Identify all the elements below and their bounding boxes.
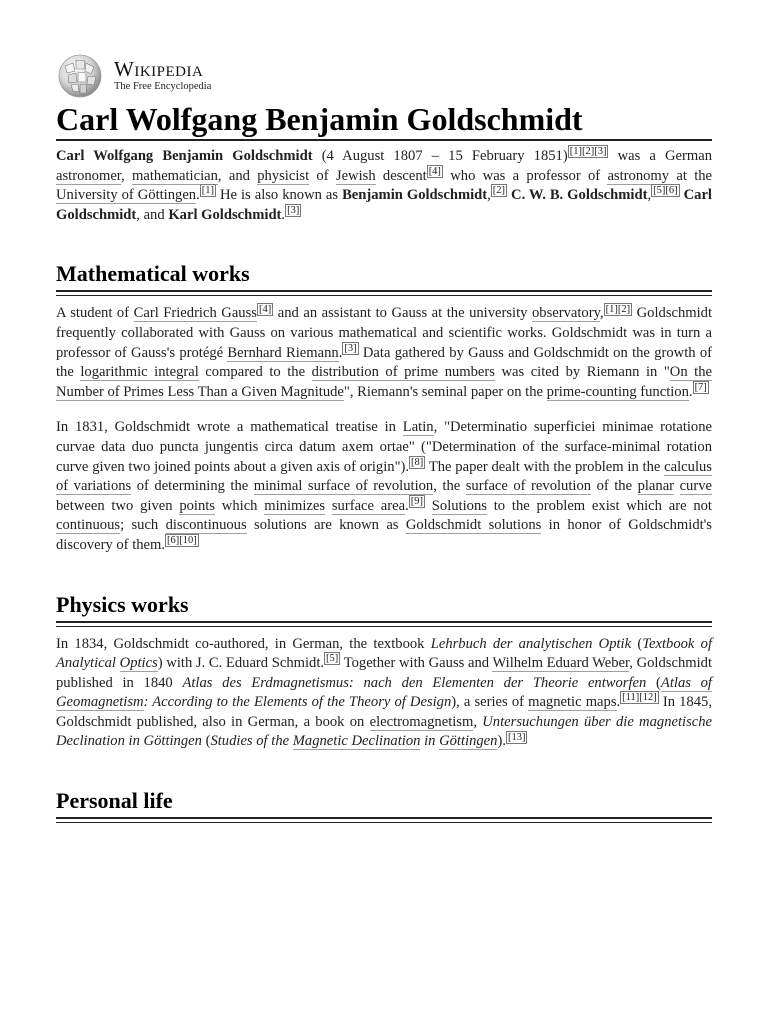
ref-link[interactable]: [3]	[344, 342, 357, 354]
link-observatory[interactable]: observatory	[531, 305, 600, 322]
wordmark-title: Wikipedia	[114, 57, 204, 82]
ref-link[interactable]: [4]	[428, 165, 441, 177]
link-distribution-primes[interactable]: distribution of prime numbers	[311, 364, 495, 381]
ref-link[interactable]: [5][6]	[653, 185, 678, 197]
ref-link[interactable]: [3]	[287, 204, 300, 216]
link-riemann[interactable]: Bernhard Riemann	[227, 344, 339, 361]
section-heading: Physics works	[56, 590, 712, 623]
link-atlas-geomagnetism[interactable]: Atlas of Geomagnetism	[56, 674, 712, 711]
link-electromagnetism[interactable]: electromagnetism	[369, 713, 474, 730]
link-surface-revolution[interactable]: surface of revolution	[465, 478, 592, 495]
section-heading: Mathematical works	[56, 259, 712, 292]
section-divider	[56, 822, 712, 823]
link-prime-counting[interactable]: prime-counting function	[546, 383, 689, 400]
ref-link[interactable]: [6][10]	[167, 535, 197, 547]
link-physicist[interactable]: physicist	[257, 167, 310, 184]
link-points[interactable]: points	[179, 497, 215, 514]
section-physics-works	[56, 590, 712, 753]
link-magnetic-declination[interactable]: Magnetic Declination	[292, 733, 421, 750]
ref-link[interactable]: [4]	[258, 303, 272, 315]
link-weber[interactable]: Wilhelm Eduard Weber	[492, 655, 630, 672]
section-divider	[56, 295, 712, 296]
link-jewish[interactable]: Jewish	[335, 167, 376, 184]
physics-paragraph-1: In 1834, Goldschmidt co-authored, in German, the textbook Lehrbuch der analytischen Optik (Textbook of Analytical Optics) with J. C. Eduard Schmidt. [5] Together with Gauss and Wilhelm Eduard Weber, Goldschmidt published in 1840 Atlas des Erdmagnetismus: nach den Elementen der Theorie entworfen (Atlas of Geomagnetism: According to the Elements of the Theory of Design), a series of magnetic maps. [11][12] In 1845, Goldschmidt published, also in German, a book on electromagnetism, Untersuchungen über die magnetische Declination in Göttingen (Studies of the Magnetic Declination in Göttingen). [13]	[56, 635, 713, 750]
page-title: Carl Wolfgang Benjamin Goldschmidt	[56, 101, 712, 141]
math-paragraph-1: A student of Carl Friedrich Gauss [4] and an assistant to Gauss at the university observatory, [1][2] Goldschmidt frequently collaborated with Gauss on various mathematical and scientific works. Goldschmidt was in turn a professor of Gauss's protégé Bernhard Riemann. [3] Data gathered by Gauss and Goldschmidt on the growth of the logarithmic integral compared to the distribution of prime numbers was cited by Riemann in "On the Number of Primes Less Than a Given Magnitude", Riemann's seminal paper on the prime-counting function. [7]	[56, 303, 713, 400]
link-calculus-variations[interactable]: calculus of variations	[56, 458, 712, 495]
link-university-gottingen[interactable]: University of Göttingen	[56, 187, 197, 204]
link-minimizes[interactable]: minimizes	[264, 497, 326, 514]
ref-link[interactable]: [7]	[694, 381, 707, 393]
section-mathematical-works	[56, 259, 712, 555]
ref-link[interactable]: [5]	[326, 653, 339, 665]
link-mathematician[interactable]: mathematician	[132, 167, 218, 184]
ref-link[interactable]: [1][2]	[605, 303, 631, 315]
wordmark	[114, 59, 211, 93]
link-gauss[interactable]: Carl Friedrich Gauss	[133, 305, 257, 322]
link-minimal-surface[interactable]: minimal surface of revolution	[253, 478, 434, 495]
link-optics[interactable]: Optics	[119, 655, 158, 672]
math-paragraph-2: In 1831, Goldschmidt wrote a mathematical treatise in Latin, "Determinatio superficiei minimae rotatione curvae data duo puncta jungentis circa datum axem ortae" ("Determination of the surface-minimal rotation curve given two joined points about a given axis of origin"). [8] The paper dealt with the problem in the calculus of variations of determining the minimal surface of revolution, the surface of revolution of the planar curve between two given points which minimizes surface area. [9] Solutions to the problem exist which are not continuous; such discontinuous solutions are known as Goldschmidt solutions in honor of Goldschmidt's discovery of them. [6][10]	[56, 419, 713, 553]
wordmark-tagline: The Free Encyclopedia	[114, 81, 212, 93]
link-logarithmic-integral[interactable]: logarithmic integral	[80, 364, 199, 381]
intro-paragraph: Carl Wolfgang Benjamin Goldschmidt (4 August 1807 – 15 February 1851) [1][2][3] was a German astronomer, mathematician, and physicist of Jewish descent [4] who was a professor of astronomy at the University of Göttingen. [1] He is also known as Benjamin Goldschmidt, [2] C. W. B. Goldschmidt, [5][6] Carl Goldschmidt, and Karl Goldschmidt. [3]	[56, 146, 713, 223]
ref-link[interactable]: [8]	[411, 456, 424, 468]
section-heading: Personal life	[56, 786, 712, 819]
link-planar[interactable]: planar	[637, 478, 675, 495]
article-page	[56, 0, 712, 823]
link-astronomy[interactable]: astronomy	[607, 167, 670, 184]
link-solutions[interactable]: Solutions	[431, 497, 487, 514]
link-gottingen[interactable]: Göttingen	[439, 733, 498, 750]
link-magnetic-maps[interactable]: magnetic maps	[528, 694, 617, 711]
ref-link[interactable]: [11][12]	[622, 692, 657, 704]
ref-link[interactable]: [9]	[410, 495, 423, 507]
ref-link[interactable]: [1][2][3]	[569, 146, 607, 158]
link-latin[interactable]: Latin	[402, 419, 434, 436]
link-goldschmidt-solutions[interactable]: Goldschmidt solutions	[405, 517, 542, 534]
wikipedia-globe-icon	[56, 54, 106, 98]
link-continuous[interactable]: continuous	[56, 517, 121, 534]
link-curve[interactable]: curve	[679, 478, 712, 495]
ref-link[interactable]: [2]	[492, 185, 506, 197]
ref-link[interactable]: [13]	[507, 731, 526, 743]
link-astronomer[interactable]: astronomer	[56, 167, 122, 184]
section-divider	[56, 626, 712, 627]
wikipedia-logo[interactable]	[56, 54, 712, 98]
link-discontinuous[interactable]: discontinuous	[165, 517, 247, 534]
ref-link[interactable]: [1]	[201, 185, 215, 197]
subject-name: Carl Wolfgang Benjamin Goldschmidt	[56, 148, 313, 164]
section-personal-life	[56, 786, 712, 823]
link-on-number-primes[interactable]: On the Number of Primes Less Than a Given Magnitude	[56, 364, 712, 400]
link-surface-area[interactable]: surface area	[331, 497, 406, 514]
